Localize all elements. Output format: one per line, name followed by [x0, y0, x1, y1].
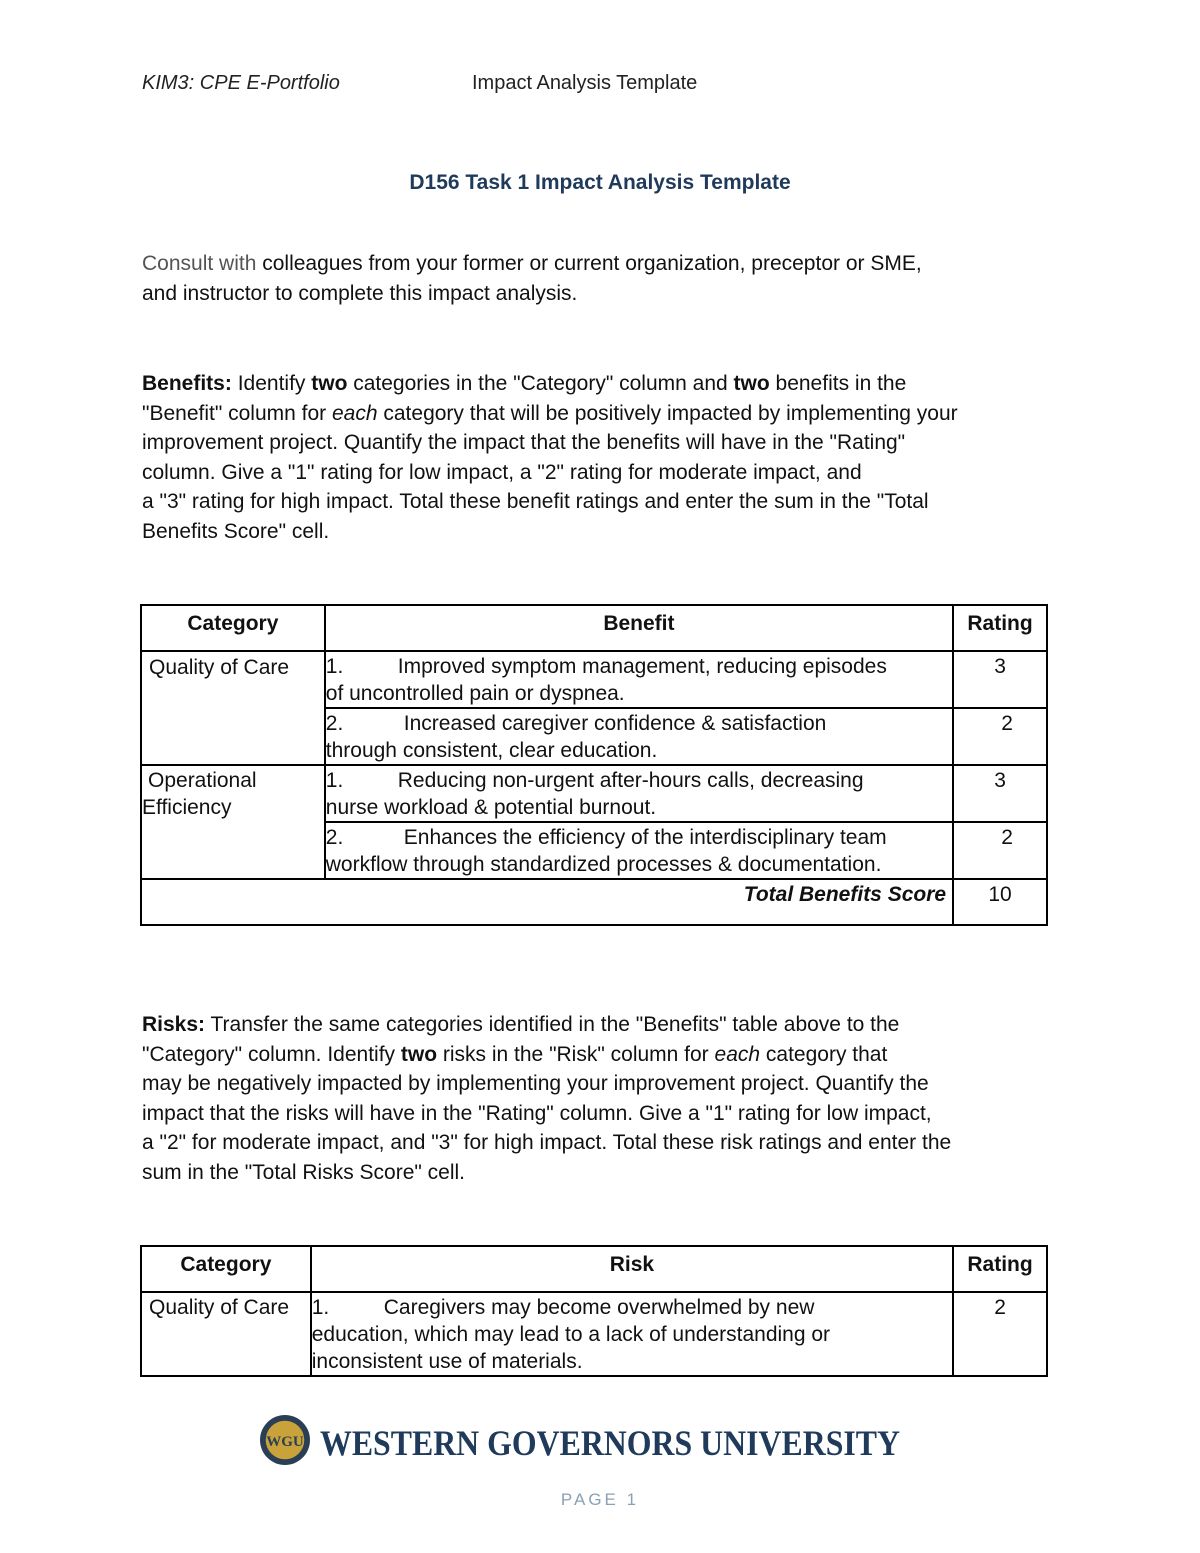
item-text: workflow through standardized processes & documentation. [325, 853, 882, 876]
page-title: D156 Task 1 Impact Analysis Template [409, 171, 791, 194]
category-text: Operational [148, 769, 257, 792]
item-number: 2. [325, 826, 344, 849]
total-benefits-value: 10 [953, 879, 1047, 925]
page-number: PAGE 1 [560, 1490, 640, 1509]
risks-header-risk: Risk [311, 1246, 953, 1292]
table-row [141, 651, 1047, 708]
risks-text: Transfer the same categories identified in the "Benefits" table above to the [205, 1013, 900, 1036]
risks-emph: two [400, 1042, 438, 1066]
item-text: education, which may lead to a lack of understanding or [311, 1323, 831, 1346]
item-number: 2. [325, 712, 344, 735]
item-text: Improved symptom management, reducing episodes [397, 655, 887, 678]
risks-text: impact that the risks will have in the "Rating" column. Give a "1" rating for low impact, [142, 1101, 932, 1125]
intro-line2: and instructor to complete this impact analysis. [142, 281, 578, 305]
rating-cell: 2 [953, 822, 1047, 879]
risk-cell [311, 1292, 953, 1376]
category-cell: Quality of Care [141, 651, 325, 765]
item-text: inconsistent use of materials. [311, 1350, 583, 1373]
total-row [141, 879, 1047, 925]
benefits-text: categories in the "Category" column and [347, 372, 734, 395]
benefits-text: column. Give a "1" rating for low impact, a "2" rating for moderate impact, and [142, 460, 862, 484]
benefits-text: Identify [231, 372, 312, 395]
item-text: Enhances the efficiency of the interdisciplinary team [403, 826, 887, 849]
intro-soft: Consult with [142, 252, 257, 275]
risks-header-rating: Rating [953, 1246, 1047, 1292]
benefits-emph: each [332, 401, 378, 425]
item-text: through consistent, clear education. [325, 739, 658, 762]
benefits-text: "Benefit" column for [142, 401, 332, 425]
category-text: Efficiency [142, 796, 232, 819]
total-benefits-label: Total Benefits Score [141, 879, 953, 925]
table-row [141, 1292, 1047, 1376]
category-cell: Quality of Care [141, 1292, 311, 1376]
benefits-emph: two [311, 372, 348, 395]
risks-table [140, 1245, 1048, 1377]
benefits-text: Benefits Score" cell. [142, 519, 330, 543]
benefits-header-rating: Rating [953, 605, 1047, 651]
rating-cell: 2 [953, 708, 1047, 765]
benefit-cell [325, 822, 953, 879]
wgu-logo-svg [258, 1412, 918, 1470]
rating-cell: 2 [953, 1292, 1047, 1376]
rating-cell: 3 [953, 765, 1047, 822]
benefit-cell [325, 651, 953, 708]
rating-cell: 3 [953, 651, 1047, 708]
logo-wordmark: WESTERN GOVERNORS UNIVERSITY [320, 1423, 900, 1463]
risks-text: category that [760, 1042, 888, 1066]
item-number: 1. [311, 1296, 330, 1319]
risks-text: "Category" column. Identify [142, 1042, 401, 1066]
risks-text: a "2" for moderate impact, and "3" for high impact. Total these risk ratings and enter the [142, 1131, 952, 1154]
benefit-cell [325, 765, 953, 822]
benefits-table [140, 604, 1048, 926]
header-doc-title: Impact Analysis Template [472, 72, 698, 94]
risks-text: may be negatively impacted by implementing your improvement project. Quantify the [142, 1072, 929, 1095]
intro-rest: colleagues from your former or current organization, preceptor or SME, [256, 252, 922, 275]
item-text: of uncontrolled pain or dyspnea. [325, 682, 625, 705]
benefits-instructions [142, 369, 958, 546]
risks-emph: each [714, 1042, 761, 1066]
item-text: Caregivers may become overwhelmed by new [383, 1296, 815, 1319]
risks-text: sum in the "Total Risks Score" cell. [142, 1160, 466, 1184]
benefits-header-benefit: Benefit [325, 605, 953, 651]
benefit-cell [325, 708, 953, 765]
header-course: KIM3: CPE E-Portfolio [142, 72, 340, 94]
risks-label: Risks: [142, 1013, 206, 1036]
table-row [141, 765, 1047, 822]
benefits-text: category that will be positively impacted by implementing your [377, 401, 958, 425]
item-text: nurse workload & potential burnout. [325, 796, 657, 819]
wgu-logo [258, 1412, 918, 1468]
seal-monogram: WGU [266, 1434, 304, 1450]
category-cell [141, 765, 325, 879]
risks-instructions [142, 1010, 951, 1187]
item-text: Reducing non-urgent after-hours calls, decreasing [397, 769, 864, 792]
item-number: 1. [325, 769, 344, 792]
item-number: 1. [325, 655, 344, 678]
item-text: Increased caregiver confidence & satisfaction [403, 712, 827, 735]
intro-paragraph [142, 249, 922, 308]
benefits-emph: two [733, 372, 770, 395]
benefits-text: improvement project. Quantify the impact that the benefits will have in the "Rating" [142, 431, 906, 454]
risks-header-category: Category [141, 1246, 311, 1292]
benefits-text: a "3" rating for high impact. Total these benefit ratings and enter the sum in the "Total [142, 490, 929, 513]
risks-text: risks in the "Risk" column for [437, 1042, 715, 1066]
benefits-label: Benefits: [142, 372, 232, 395]
benefits-text: benefits in the [769, 372, 907, 395]
benefits-header-category: Category [141, 605, 325, 651]
